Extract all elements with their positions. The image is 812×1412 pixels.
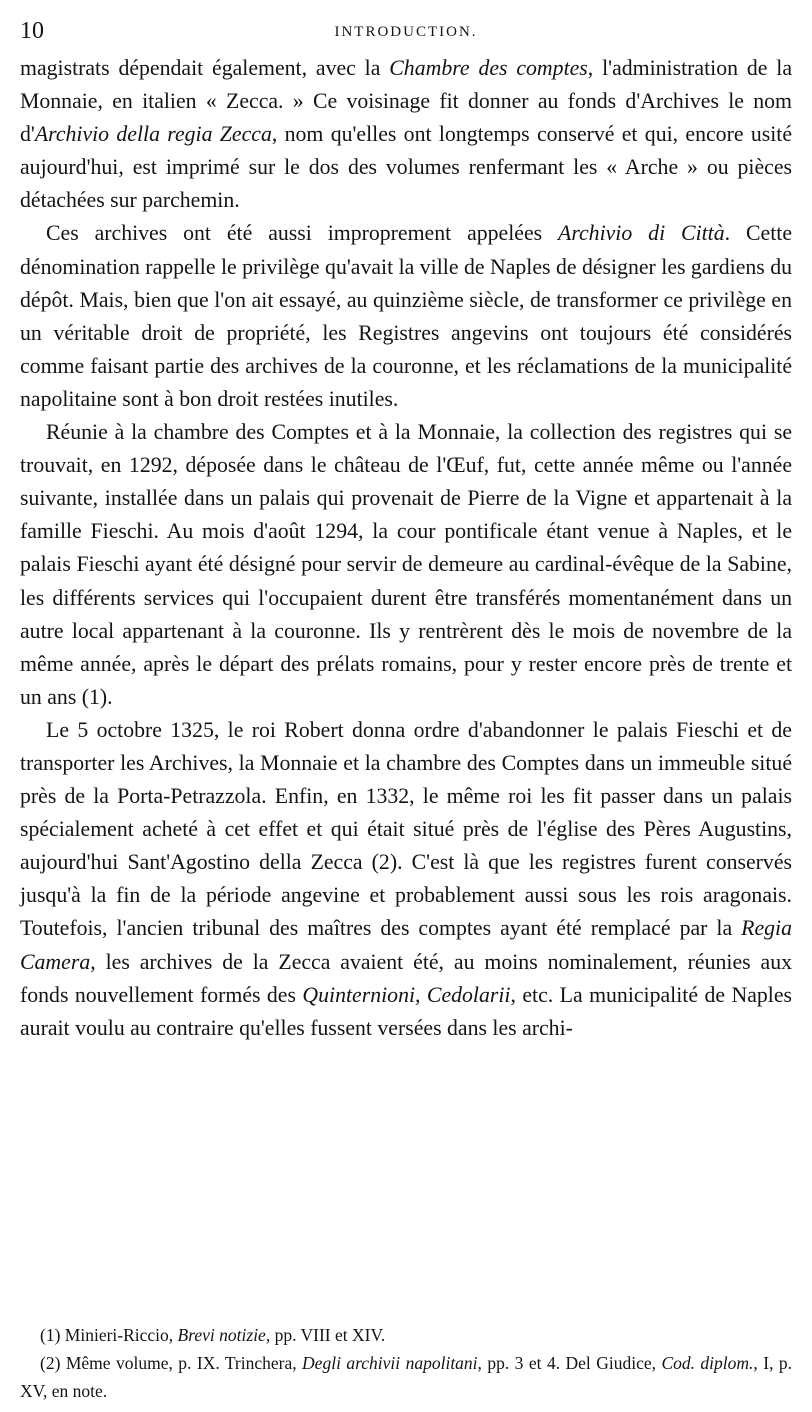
text-run: , etc. La municipalité de Naples aurait voulu au contraire qu'elles fussent versées dans les archi-	[20, 982, 792, 1040]
text-run: , pp. VIII et XIV.	[265, 1325, 386, 1345]
italic-text: Brevi notizie	[177, 1325, 266, 1345]
text-run: , les archives de la Zecca avaient été, au moins nominalement, réunies aux fonds nouvellement formés des	[20, 949, 792, 1007]
paragraph	[20, 714, 792, 1045]
text-run: Ces archives ont été aussi improprement appelées	[46, 221, 559, 246]
footnote	[20, 1321, 792, 1349]
italic-text: Quinternioni, Cedolarii	[302, 982, 511, 1007]
page-number: 10	[20, 18, 44, 44]
text-run: Le 5 octobre 1325, le roi Robert donna ordre d'abandonner le palais Fieschi et de transporter les Archives, la Monnaie et la chambre des Comptes dans un immeuble situé près de la Porta-Petrazzola. Enfin, en 1332, le même roi les fit passer dans un palais spécialement acheté à cet effet et qui était situé près de l'église des Pères Augustins, aujourd'hui Sant'Agostino della Zecca (2). C'est là que les registres furent conservés jusqu'à la fin de la période angevine et probablement aussi sous les rois aragonais. Toutefois, l'ancien tribunal des maîtres des comptes ayant été remplacé par la	[20, 717, 792, 941]
text-run: Réunie à la chambre des Comptes et à la Monnaie, la collection des registres qui se trouvait, en 1292, déposée dans le château de l'Œuf, fut, cette année même ou l'année suivante, installée dans un palais qui provenait de Pierre de la Vigne et appartenait à la famille Fieschi. Au mois d'août 1294, la cour pontificale étant venue à Naples, et le palais Fieschi ayant été désigné pour servir de demeure au cardinal-évêque de la Sabine, les différents services qui l'occupaient durent être transférés momentanément dans un autre local appartenant à la couronne. Ils y rentrèrent dès le mois de novembre de la même année, après le départ des prélats romains, pour y rester encore près de trente et un ans (1).	[20, 420, 792, 709]
italic-text: Degli archivii napolitani	[302, 1353, 478, 1373]
italic-text: Cod. diplom.	[661, 1353, 754, 1373]
text-run: (2) Même volume, p. IX. Trinchera,	[40, 1353, 303, 1373]
text-run: , l'administration de la Monnaie, en italien « Zecca. » Ce voisinage fit donner au fonds d'Archives le nom d'	[20, 56, 792, 147]
body-text	[20, 52, 792, 1045]
paragraph	[20, 416, 792, 714]
italic-text: Regia Camera	[20, 916, 792, 974]
running-title: INTRODUCTION.	[334, 24, 478, 40]
text-run: , nom qu'elles ont longtemps conservé et qui, encore usité aujourd'hui, est imprimé sur le dos des volumes renfermant les « Arche » ou pièces détachées sur parchemin.	[20, 122, 792, 213]
italic-text: Chambre des comptes	[389, 56, 588, 80]
italic-text: Archivio di Città	[558, 221, 725, 246]
italic-text: Archivio della regia Zecca	[34, 122, 272, 147]
paragraph	[20, 217, 792, 416]
text-run: (1) Minieri-Riccio,	[40, 1325, 178, 1345]
page-header	[20, 16, 792, 46]
paragraph	[20, 52, 792, 217]
text-run: . Cette dénomination rappelle le privilège qu'avait la ville de Naples de désigner les gardiens du dépôt. Mais, bien que l'on ait essayé, au quinzième siècle, de transformer ce privilège en un véritable droit de propriété, les Registres angevins ont toujours été considérés comme faisant partie des archives de la couronne, et les réclamations de la municipalité napolitaine sont à bon droit restées inutiles.	[20, 221, 793, 411]
text-run: magistrats dépendait également, avec la	[20, 56, 390, 80]
text-run: , I, p. XV, en note.	[20, 1353, 793, 1401]
footnotes	[20, 1321, 792, 1405]
text-run: , pp. 3 et 4. Del Giudice,	[477, 1353, 662, 1373]
footnote	[20, 1349, 792, 1405]
